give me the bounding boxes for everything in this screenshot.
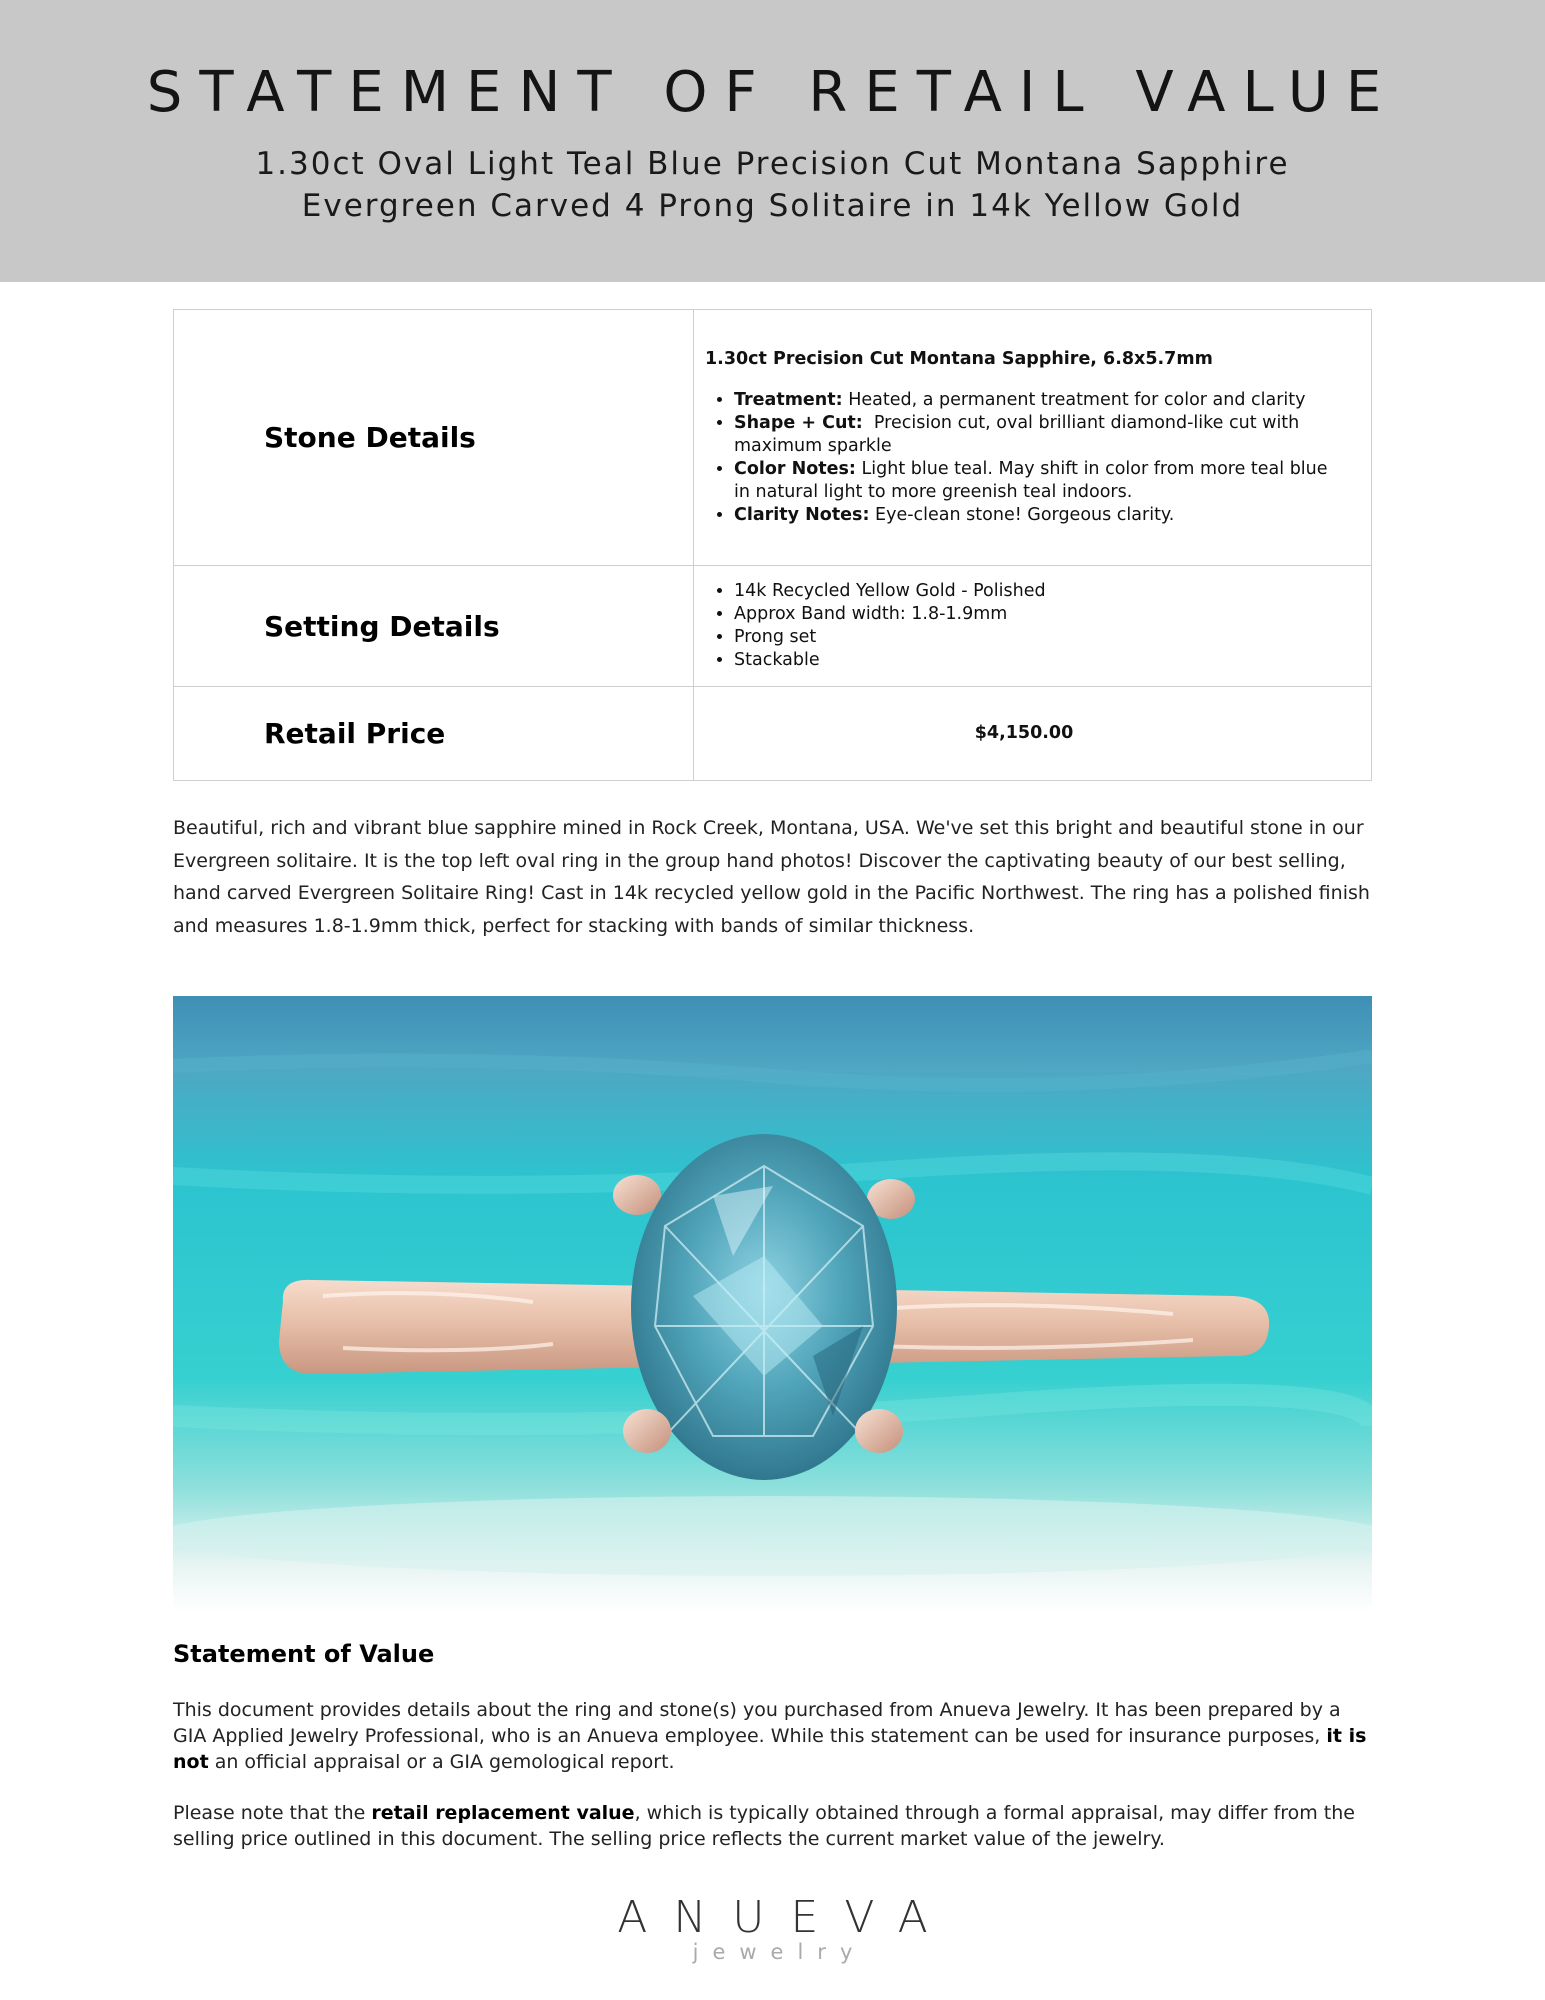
list-item: • Color Notes: Light blue teal. May shift in color from more teal blue in natural light to more greenish teal indoors. bbox=[734, 458, 1343, 504]
setting-details-label-cell bbox=[174, 566, 694, 687]
stone-details-value-cell bbox=[694, 310, 1372, 566]
statement-paragraph-1: This document provides details about the ring and stone(s) you purchased from Anueva Jewelry. It has been prepared by a GIA Applied Jewelry Professional, who is an Anueva employee. While this statement can be used for insurance purposes, it is not an official appraisal or a GIA gemological report. bbox=[173, 1699, 1367, 1773]
document-title: STATEMENT OF RETAIL VALUE bbox=[146, 60, 1399, 125]
retail-price-label: Retail Price bbox=[264, 717, 446, 750]
list-item: • Stackable bbox=[734, 649, 1343, 672]
list-item: • Prong set bbox=[734, 626, 1343, 649]
stone-details-label-cell bbox=[174, 310, 694, 566]
stone-details-list bbox=[705, 389, 1343, 527]
retail-price-value: $4,150.00 bbox=[694, 687, 1372, 781]
subtitle-line-2: Evergreen Carved 4 Prong Solitaire in 14k Yellow Gold bbox=[301, 188, 1244, 224]
ring-photo bbox=[173, 996, 1372, 1612]
logo-tagline: jewelry bbox=[692, 1940, 867, 1964]
stone-heading: 1.30ct Precision Cut Montana Sapphire, 6.8x5.7mm bbox=[705, 349, 1213, 369]
list-item: • Approx Band width: 1.8-1.9mm bbox=[734, 603, 1343, 626]
setting-details-label: Setting Details bbox=[264, 609, 500, 643]
details-table bbox=[173, 309, 1372, 781]
list-item: • 14k Recycled Yellow Gold - Polished bbox=[734, 580, 1343, 603]
statement-of-value-title: Statement of Value bbox=[173, 1640, 435, 1668]
product-description: Beautiful, rich and vibrant blue sapphire mined in Rock Creek, Montana, USA. We've set this bright and beautiful stone in our Evergreen solitaire. It is the top left oval ring in the group hand photos! Discover the captivating beauty of our best selling, hand carved Evergreen Solitaire Ring! Cast in 14k recycled yellow gold in the Pacific Northwest. The ring has a polished finish and measures 1.8-1.9mm thick, perfect for stacking with bands of similar thickness. bbox=[173, 817, 1370, 937]
list-item: • Shape + Cut: Precision cut, oval brilliant diamond-like cut with maximum sparkle bbox=[734, 412, 1343, 458]
list-item: • Clarity Notes: Eye-clean stone! Gorgeous clarity. bbox=[734, 504, 1343, 527]
subtitle-line-1: 1.30ct Oval Light Teal Blue Precision Cut Montana Sapphire bbox=[255, 146, 1290, 182]
retail-price-row bbox=[174, 687, 1372, 781]
header-banner bbox=[0, 0, 1545, 282]
stone-details-row bbox=[174, 310, 1372, 566]
setting-details-row bbox=[174, 566, 1372, 687]
stone-details-label: Stone Details bbox=[264, 421, 476, 454]
setting-details-value-cell bbox=[694, 566, 1372, 687]
anueva-logo: ANUEVA bbox=[617, 1892, 954, 1943]
list-item: • Treatment: Heated, a permanent treatment for color and clarity bbox=[734, 389, 1343, 412]
statement-paragraph-2: Please note that the retail replacement value, which is typically obtained through a formal appraisal, may differ from the selling price outlined in this document. The selling price reflects the current market value of the jewelry. bbox=[173, 1802, 1355, 1850]
retail-price-label-cell bbox=[174, 687, 694, 781]
setting-details-list bbox=[705, 580, 1343, 672]
